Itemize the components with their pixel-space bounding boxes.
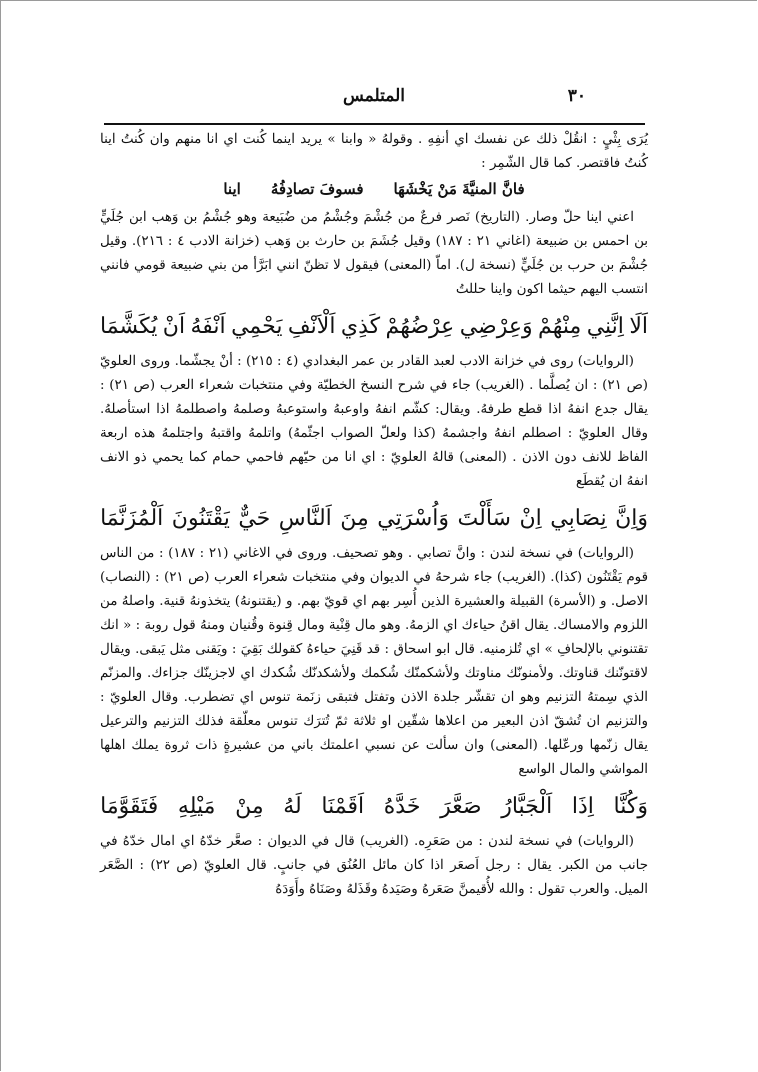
verse-word: صَعَّرَ [440, 794, 482, 819]
quoted-verse-part: اينا [223, 180, 241, 198]
verse-word: حَيٌّ [238, 506, 271, 531]
page-header [104, 84, 644, 114]
commentary-paragraph: (الروايات) في نسخة لندن : من صَعَرِه. (الغريب) قال في الديوان : صعَّر خدّهُ اي امال خدّهُ في جانب من الكبر. يقال : رجل اَصعَر اذا كان مائل العُنُق في جانبٍ. قال العلويّ (ص ٢٢) : الصَّعَر الميل. والعرب تقول : والله لأُقيمنَّ صَعَرهُ وصَيَدهُ وقَذَلهُ وصَنَاهُ وأَوَدَهُ [100, 834, 648, 897]
commentary-paragraph: اعني اينا حلّ وصار. (التاريخ) نَصر فرعٌ من جُشْمَ وجُشْمُ من ضُبَيعة وهو جُشْمُ بن وَهب ابن جُلَيٍّ بن احمس بن ضبيعة (اغاني ٢١ : ١٨٧) وقيل جُشَمَ بن حارث بن وَهب (خزانة الادب ٤ : ٢١٦). وقيل جُشْمَ بن حرب بن جُلَيٍّ (نسخة ل). اماّ (المعنى) فيقول لا تظنّ انني ابَرَّأ من بني ضبيعة قومي فانني انتسب اليهم حيثما اكون واينا حللتُ [100, 210, 648, 297]
poem-verse [100, 496, 648, 542]
verse-word: عِرْضُهُمْ [385, 314, 455, 339]
verse-word: اَنْ [162, 314, 186, 339]
verse-word: فَتَقَوَّمَا [100, 794, 159, 819]
verse-word: مِنْ [235, 794, 264, 819]
page-number: ٣٠ [567, 86, 586, 106]
verse-word: اَلنَّاسِ [278, 506, 332, 531]
poem-verse [100, 304, 648, 350]
verse-word: كَذِي [340, 314, 381, 339]
verse-word: اِنْ [519, 506, 542, 531]
quoted-verse [100, 176, 648, 202]
verse-word: مِنَ [340, 506, 369, 531]
verse-word: اَلْمُزَنَّمَا [100, 506, 164, 531]
quoted-verse-part: فسوفَ تصادِفُهُ [270, 180, 364, 198]
verse-word: لَهُ [283, 794, 302, 819]
commentary-paragraph: يُرَى بِثْيٍ : انقُلْ ذلك عن نفسك اي أنفِهِ . وقولهُ « وابنا » يريد اينما كُنت اي انا منهم وان كُنتُ اينا كُنتُ فاقتصر. كما قال الشّمِر : [100, 132, 648, 171]
verse-word: نِصَابِي [550, 506, 607, 531]
commentary-paragraph: (الروايات) في نسخة لندن : وانَّ تصابي . وهو تصحيف. وروى في الاغاني (٢١ : ١٨٧) : من الناس قوم يَقْتَنُون (كذا). (الغريب) جاء شرحهُ في الديوان وفي منتخبات شعراء العرب (ص ٢١) : (النصاب) الاصل. و (الأسرة) القبيلة والعشيرة الذين أُسِر بهم اي قويّ بهم. و (يقتنونهُ) يتخذونهُ قنية. واصلهُ من اللزوم والامساك. يقال اقنُ حياءك اي الزمهُ. وهو مال قِنْية ومال قِنوة وقُنيان ومنهُ قول روبة : « انك تقتنوني بالإلحافِ » اي تُلزمنيه. قال ابو اسحاق : قد قَنِيَ حياءهُ كقولك بَقِيَ : ويَقنى مثل يَبقى. ويقال لاقتونّنك قناوتك. ولأمنونّك مناوتك ولأشكمنّك شُكمك ولأشكدنّك شُكدك اي لاجزينّك جزاءك. والمزنّم الذي سِمتهُ التزنيم وهو ان تقشّر جلدة الاذن وتفتل فتبقى زنَمة تنوس اي تضطرب. وقال العلويّ : والتزنيم ان تُشقّ اذن البعير من اعلاها شقّين او ثلاثة ثمّ تُترَك تنوس معلّقة فذلك التزنيم والترعيل يقال زنّمها ورعّلها. (المعنى) وان سألت عن نسبي اعلمتك باني من عشيرةٍ ذات ثروة يملك اهلها المواشي والمال الواسع [100, 546, 648, 777]
verse-word: يَحْمِي [231, 314, 283, 339]
verse-word: يُكَشَّمَا [100, 314, 158, 339]
quoted-verse-part: فانَّ المنيَّةَ مَنْ يَخْشَهَا [393, 180, 525, 198]
page-body [100, 128, 648, 902]
verse-word: اِنَّنِي [586, 314, 624, 339]
verse-word: يَقْتَنُونَ [171, 506, 230, 531]
header-rule [104, 123, 645, 125]
verse-word: مِنْهُمْ [538, 314, 582, 339]
verse-word: وَكُنَّا [613, 794, 648, 819]
commentary-paragraph: (الروايات) روى في خزانة الادب لعبد القادر بن عمر البغدادي (٤ : ٢١٥) : أنْ يجشّما. وروى العلويّ (ص ٢١) : ان يُصلَّما . (الغريب) جاء في شرح النسخ الخطيّة وفي منتخبات شعراء العرب (ص ٢١) : يقال جدع انفهُ اذا قطع طرفهُ. ويقال: كشّم انفهُ واوعبهُ واستوعبهُ وصلمهُ واصطلمهُ اذا استأصلهُ. وقال العلويّ : اصطلم انفهُ واجشمهُ (كذا ولعلّ الصواب اجثّمهُ) واتلمهُ واقتبهُ واجتلمهُ هذه اربعة الفاظ للانف دون الاذن . (المعنى) قالهُ العلويّ : اي انا من حيّهم فاحمي حمام كما يحمي ذو الانف انفهُ ان يُقطَع [100, 354, 649, 489]
verse-word: اَنْفَهُ [190, 314, 226, 339]
verse-word: مَيْلِهِ [177, 794, 216, 819]
verse-word: اَلْجَبَّارُ [501, 794, 553, 819]
poem-verse [100, 784, 648, 830]
verse-word: اَقَمْنَا [321, 794, 365, 819]
verse-word: وَاِنَّ [615, 506, 648, 531]
verse-word: خَدَّهُ [383, 794, 421, 819]
verse-word: وَعِرْضِي [459, 314, 533, 339]
verse-word: اِذَا [571, 794, 594, 819]
verse-word: اَلَا [629, 314, 648, 339]
running-title: المتلمس [343, 86, 405, 106]
verse-word: سَأَلْتَ [457, 506, 511, 531]
verse-word: اَلْاَنْفِ [287, 314, 336, 339]
verse-word: وَاُسْرَتِي [377, 506, 450, 531]
